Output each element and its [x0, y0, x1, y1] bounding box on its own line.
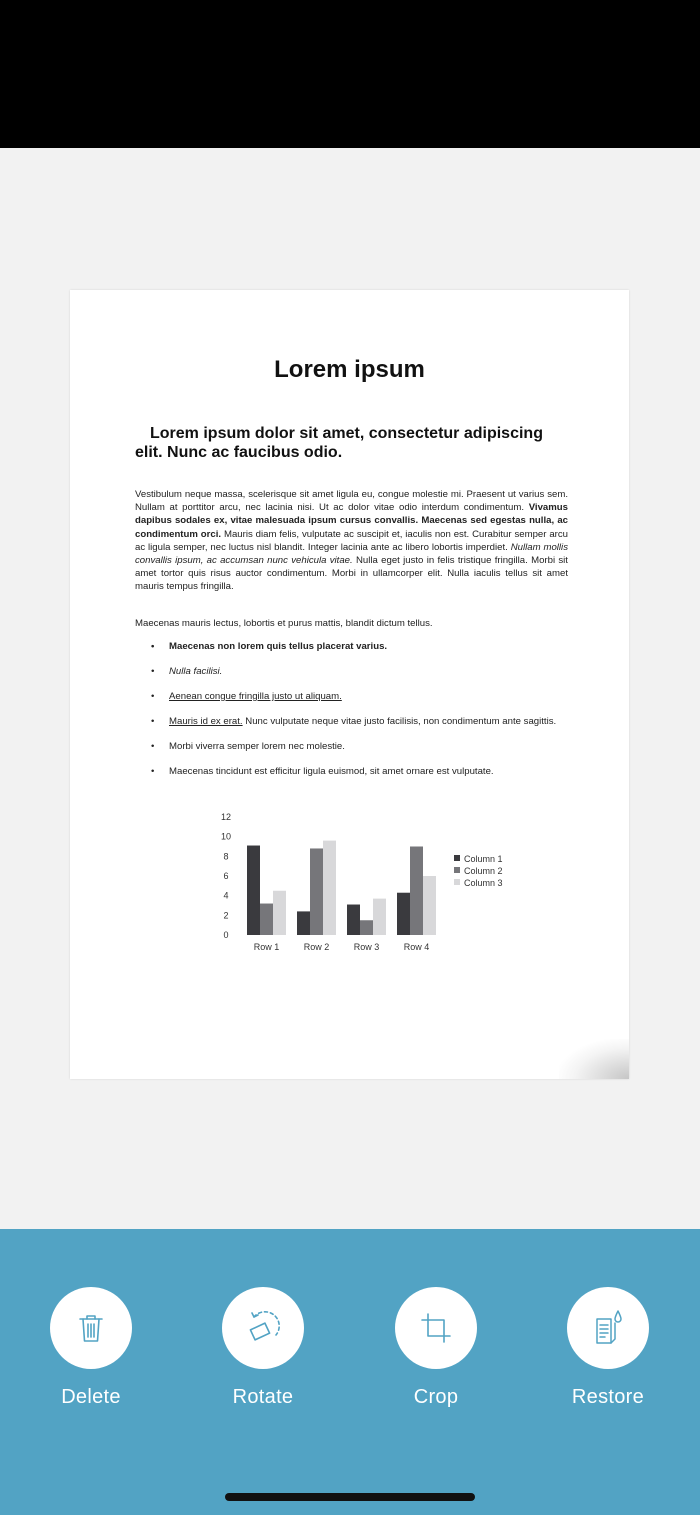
trash-icon — [76, 1312, 106, 1344]
paragraph-text: Nulla eget justo in felis tristique fringilla. Morbi sit amet tortor quis risus auctor condimentum. Morbi in ullamcorper elit. Nulla iaculis tellus sit amet mauris tempus fringilla. — [135, 555, 568, 593]
document-bullet-list — [135, 640, 568, 790]
list-item: • Morbi viverra semper lorem nec molestie. — [135, 740, 568, 753]
delete-action[interactable] — [21, 1287, 161, 1409]
document-heading: Lorem ipsum dolor sit amet, consectetur adipiscing elit. Nunc ac faucibus odio. — [135, 425, 543, 461]
paragraph-text: Mauris diam felis, vulputate ac suscipit et, iaculis non est. Curabitur semper arcu ac ligula semper, nec luctus nisl blandit. Integer lacinia ante ac libero lobortis imperdiet. — [135, 528, 568, 553]
bar — [373, 899, 386, 935]
list-item-underlined: Mauris id ex erat. — [169, 716, 243, 727]
bar — [260, 904, 273, 935]
scanned-document-page[interactable] — [70, 290, 629, 1079]
paragraph-bold-text: Vivamus dapibus sodales ex, vitae malesuada ipsum cursus convallis. Maecenas sed egestas nulla, ac condimentum orci. — [135, 502, 568, 540]
legend-swatch — [454, 855, 460, 861]
restore-action[interactable] — [538, 1287, 678, 1409]
y-tick-label: 6 — [223, 871, 229, 881]
list-item-text: Nunc vulputate neque vitae justo facilisis, non condimentum ante sagittis. — [242, 716, 557, 727]
bar — [310, 848, 323, 935]
paragraph-italic-text: Nullam mollis convallis ipsum, ac accumsan nunc vehicula vitae. — [135, 541, 568, 567]
bar — [323, 841, 336, 935]
crop-button[interactable] — [395, 1287, 477, 1369]
y-tick-label: 0 — [223, 930, 229, 940]
list-item: • Maecenas tincidunt est efficitur ligula euismod, sit amet ornare est vulputate. — [135, 765, 568, 778]
home-indicator[interactable] — [225, 1493, 475, 1501]
list-item: • Aenean congue fringilla justo ut aliquam. — [135, 690, 568, 703]
paragraph-text: Vestibulum neque massa, scelerisque sit amet ligula eu, congue molestie mi. Praesent ut varius sem. Nullam at porttitor arcu, nec lacinia nisi. Ut ac dolor vitae odio interdum condimentum. — [135, 489, 568, 514]
rotate-icon — [244, 1309, 282, 1347]
scan-smudge — [559, 1039, 629, 1079]
y-tick-label: 12 — [220, 812, 232, 822]
bar-chart-svg — [210, 805, 520, 955]
x-tick-label: Row 3 — [353, 942, 380, 952]
y-tick-label: 10 — [220, 831, 232, 842]
document-title: Lorem ipsum — [274, 356, 425, 383]
rotate-button[interactable] — [222, 1287, 304, 1369]
y-tick-label: 2 — [223, 910, 229, 921]
bar — [297, 911, 310, 935]
restore-button[interactable] — [567, 1287, 649, 1369]
y-tick-label: 4 — [223, 890, 229, 901]
legend-swatch — [454, 867, 460, 873]
top-bar — [0, 0, 700, 148]
document-paragraph-2: Maecenas mauris lectus, lobortis et purus mattis, blandit dictum tellus. — [135, 618, 433, 629]
list-item — [135, 715, 568, 728]
y-tick-label: 8 — [223, 851, 229, 862]
legend-label: Column 3 — [464, 878, 503, 888]
crop-action[interactable] — [366, 1287, 506, 1409]
legend-label: Column 1 — [464, 854, 503, 864]
rotate-label: Rotate — [232, 1386, 294, 1408]
restore-label: Restore — [571, 1386, 645, 1408]
crop-icon — [419, 1311, 453, 1345]
crop-label: Crop — [413, 1386, 459, 1408]
action-panel — [0, 1229, 700, 1515]
bar-chart — [210, 805, 520, 955]
list-item: • Nulla facilisi. — [135, 665, 568, 678]
x-tick-label: Row 2 — [303, 942, 330, 952]
delete-label: Delete — [61, 1386, 121, 1408]
x-tick-label: Row 4 — [403, 942, 430, 952]
rotate-action[interactable] — [193, 1287, 333, 1409]
legend-swatch — [454, 879, 460, 885]
bar — [347, 905, 360, 935]
x-tick-label: Row 1 — [253, 942, 280, 952]
bar — [423, 876, 436, 935]
list-item: • Maecenas non lorem quis tellus placerat varius. — [135, 640, 568, 653]
legend-label: Column 2 — [464, 866, 503, 876]
restore-icon — [591, 1309, 625, 1347]
bar — [360, 920, 373, 935]
document-paragraph-1 — [135, 488, 568, 594]
bar — [247, 846, 260, 935]
bar — [410, 847, 423, 936]
bar — [397, 893, 410, 935]
bar — [273, 891, 286, 935]
delete-button[interactable] — [50, 1287, 132, 1369]
